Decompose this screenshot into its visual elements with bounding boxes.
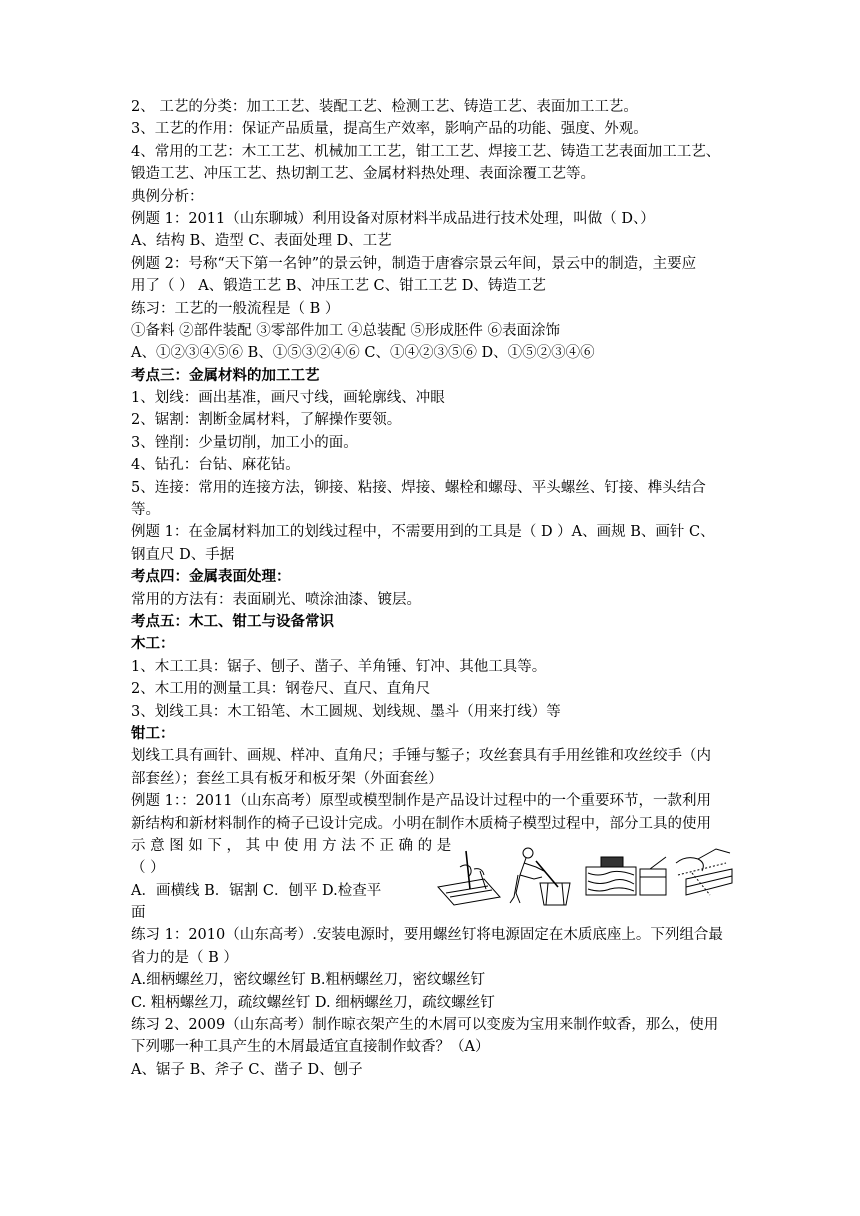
text-line: 2、锯割：割断金属材料，了解操作要领。 <box>131 412 402 429</box>
text-line: 例题 2：号称“天下第一名钟”的景云钟，制造于唐睿宗景云年间，景云中的制造，主要应 <box>131 255 697 272</box>
text-line: 面 <box>131 905 146 922</box>
text-line: 常用的方法有：表面刷光、喷涂油漆、镀层。 <box>131 591 421 608</box>
text-line: 5、连接：常用的连接方法，铆接、粘接、焊接、螺栓和螺母、平头螺丝、钉接、榫头结合 <box>131 479 706 496</box>
text-line: 3、锉削：少量切削，加工小的面。 <box>131 434 358 451</box>
text-line: 钢直尺 D、手据 <box>131 546 235 563</box>
text-line: C. 粗柄螺丝刀，疏纹螺丝钉 D. 细柄螺丝刀，疏纹螺丝钉 <box>131 994 495 1011</box>
text-line: 用了（ ） A、锻造工艺 B、冲压工艺 C、钳工工艺 D、铸造工艺 <box>131 278 546 295</box>
text-line: A、①②③④⑤⑥ B、①⑤③②④⑥ C、①④②③⑤⑥ D、①⑤②③④⑥ <box>131 345 595 362</box>
text-line: 4、钻孔：台钻、麻花钻。 <box>131 457 300 474</box>
text-line: 练习 2、2009（山东高考）制作晾衣架产生的木屑可以变废为宝用来制作蚊香，那么，使用 <box>131 1017 719 1034</box>
text-line: ①备料 ②部件装配 ③零部件加工 ④总装配 ⑤形成胚件 ⑥表面涂饰 <box>131 322 561 339</box>
text-line: 新结构和新材料制作的椅子已设计完成。小明在制作木质椅子模型过程中，部分工具的使用 <box>131 815 711 832</box>
section-heading: 考点四：金属表面处理： <box>131 568 291 586</box>
text-line: 2、 工艺的分类：加工工艺、装配工艺、检测工艺、铸造工艺、表面加工工艺。 <box>131 99 638 115</box>
text-line: 4、常用的工艺：木工工艺、机械加工工艺，钳工工艺、焊接工艺、铸造工艺表面加工工艺、 <box>131 143 721 160</box>
subsection-heading: 钳工： <box>131 724 175 742</box>
checking-flatness-drawing <box>676 849 732 895</box>
text-line: 例题 1：在金属材料加工的划线过程中，不需要用到的工具是（ D ）A、画规 B、画针 C、 <box>131 524 715 541</box>
subsection-heading: 木工： <box>131 635 175 653</box>
text-line: A、结构 B、造型 C、表面处理 D、工艺 <box>131 233 392 250</box>
text-line: 练习 1：2010（山东高考）.安装电源时，要用螺丝钉将电源固定在木质底座上。下列组合最 <box>131 927 723 944</box>
text-line: A．画横线 B．锯割 C．刨平 D.检查平 <box>131 882 382 899</box>
sawing-drawing <box>510 848 570 905</box>
text-line: 典例分析： <box>131 188 204 205</box>
figure-question <box>131 835 733 925</box>
text-line: 例题 1：：2011（山东高考）原型或模型制作是产品设计过程中的一个重要环节，一款利用 <box>131 793 711 810</box>
text-line: 练习：工艺的一般流程是（ B ） <box>131 300 340 317</box>
section-heading: 考点五：木工、钳工与设备常识 <box>131 612 334 630</box>
marking-line-drawing <box>438 851 500 905</box>
text-line: A.细柄螺丝刀，密纹螺丝钉 B.粗柄螺丝刀，密纹螺丝钉 <box>131 972 485 989</box>
text-line: 1、木工工具：锯子、刨子、凿子、羊角锤、钉冲、其他工具等。 <box>131 658 547 675</box>
text-line: A、锯子 B、斧子 C、凿子 D、刨子 <box>131 1061 363 1078</box>
document-page <box>131 96 733 1081</box>
text-line: 3、划线工具：木工铅笔、木工圆规、划线规、墨斗（用来打线）等 <box>131 703 561 720</box>
text-line: 2、木工用的测量工具：钢卷尺、直尺、直角尺 <box>131 681 431 698</box>
tool-usage-drawings <box>436 843 733 907</box>
text-line: 等。 <box>131 502 160 519</box>
text-line: 1、划线：画出基准，画尺寸线，画轮廓线、冲眼 <box>131 390 445 407</box>
text-line: 省力的是（ B ） <box>131 949 238 966</box>
text-line: 下列哪一种工具产生的木屑最适宜直接制作蚊香？（A） <box>131 1039 490 1056</box>
text-line: （ ） <box>131 860 165 877</box>
text-line: 锻造工艺、冲压工艺、热切割工艺、金属材料热处理、表面涂覆工艺等。 <box>131 166 595 183</box>
text-line: 3、工艺的作用：保证产品质量，提高生产效率，影响产品的功能、强度、外观。 <box>131 121 648 138</box>
planing-drawing <box>586 857 666 895</box>
text-line: 示 意 图 如 下 ， 其 中 使 用 方 法 不 正 确 的 是 <box>131 837 452 854</box>
text-line: 例题 1：2011（山东聊城）利用设备对原材料半成品进行技术处理，叫做（ D、） <box>131 210 655 227</box>
text-line: 划线工具有画针、画规、样冲、直角尺；手锤与錾子；攻丝套具有手用丝锥和攻丝绞手（内 <box>131 748 711 765</box>
tool-usage-illustration <box>436 843 733 907</box>
section-heading: 考点三：金属材料的加工工艺 <box>131 366 320 384</box>
text-line: 部套丝）；套丝工具有板牙和板牙架（外面套丝） <box>131 770 443 787</box>
